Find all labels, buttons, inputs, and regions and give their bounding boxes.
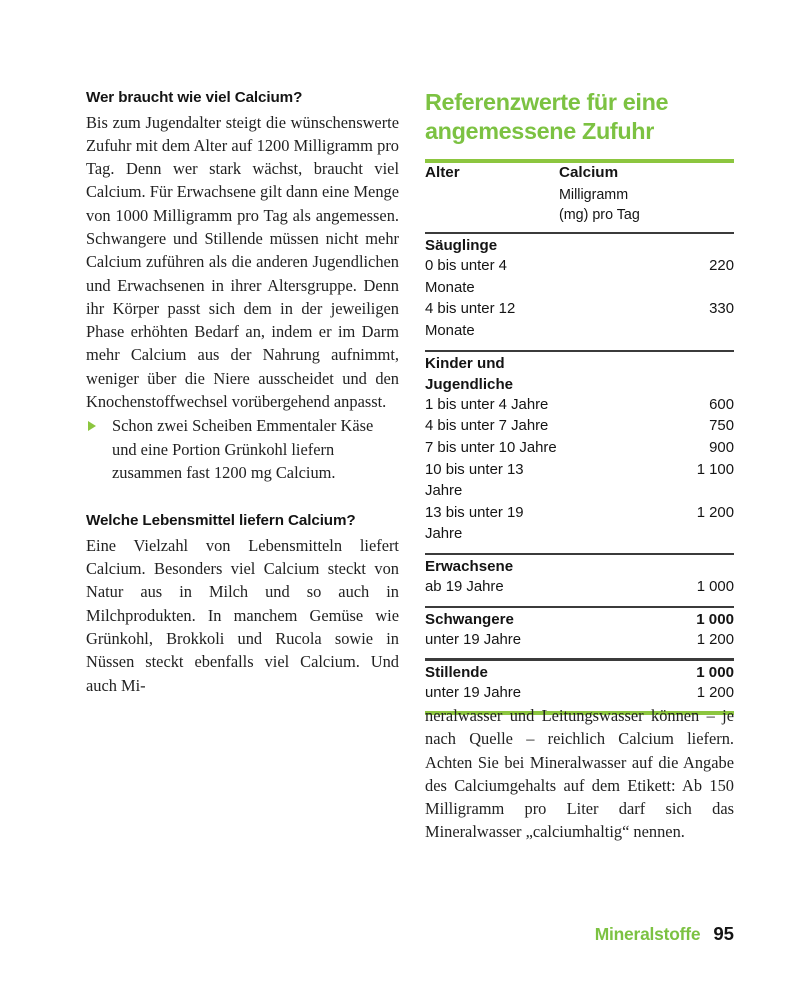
- table-cell-label: 13 bis unter 19 Jahre: [425, 504, 524, 543]
- table-cell-value: 1 100: [696, 461, 734, 478]
- body-paragraph-1: Bis zum Jugendalter steigt die wünschenswerte Zufuhr mit dem Alter auf 1200 Milligramm pro Tag. Denn wer stark wächst, braucht viel Calcium. Für Erwachsene gilt dann eine Menge von 1000 Milligramm pro Tag als angemessen. Schwangere und Stillende müssen nicht mehr Calcium zuführen als die anderen Jugendlichen und Erwachsenen in ihrer Altersgruppe. Denn ihr Körper passt sich dem in der jeweiligen Phase erhöhten Bedarf an, indem er im Darm mehr Calcium aus der Nahrung aufnimmt, weniger über die Niere ausscheidet und den Knochenstoffwechsel vorübergehend anpasst.: [86, 112, 399, 412]
- table-cell-value: 1 200: [696, 631, 734, 648]
- table-cell-label: 10 bis unter 13 Jahre: [425, 461, 524, 500]
- reference-values-table: [425, 163, 734, 704]
- table-row: [425, 460, 734, 503]
- table-cell-label: 0 bis unter 4 Monate: [425, 258, 507, 296]
- table-divider: [425, 225, 734, 235]
- table-cell-label: unter 19 Jahre: [425, 684, 522, 701]
- table-cell-value: 750: [709, 418, 734, 435]
- table-divider-line: [425, 232, 734, 234]
- table-cell-value: 1 200: [696, 504, 734, 521]
- table-cell-label: unter 19 Jahre: [425, 631, 522, 648]
- section-heading-calcium-需求: Wer braucht wie viel Calcium?: [86, 89, 303, 106]
- list-item-text: Schon zwei Scheiben Emmentaler Käse und eine Portion Grünkohl liefern zusammen fast 1200 mg Calcium.: [112, 416, 374, 482]
- list-item: [86, 414, 399, 484]
- triangle-bullet-icon: [88, 421, 96, 431]
- table-divider-cell: [425, 651, 734, 661]
- table-divider-line: [425, 553, 734, 555]
- table-group-label: Erwachsene: [425, 558, 514, 576]
- table-group-value: [559, 556, 734, 577]
- left-column: [86, 88, 399, 697]
- table-body: [425, 163, 734, 704]
- table-group-label: Säuglinge: [425, 237, 498, 255]
- page-footer: [595, 923, 734, 945]
- table-row: [425, 438, 734, 460]
- table-header-age-label: Alter: [425, 164, 460, 181]
- table-header-value-cell: [559, 163, 734, 225]
- body-paragraph-2: Eine Vielzahl von Lebensmitteln liefert Calcium. Besonders viel Calcium steckt von Natur aus in Milch und so auch in Milchprodukten. In manchem Gemüse wie Grünkohl, Brokkoli und Rucola sowie in Nüssen steckt ebenfalls viel Calcium. Und auch Mi-: [86, 535, 399, 695]
- reference-table-panel: [425, 88, 734, 715]
- table-group-value: [559, 353, 734, 395]
- table-group-value: 1 000: [696, 610, 734, 628]
- table-cell-label: 1 bis unter 4 Jahre: [425, 396, 549, 413]
- table-row: [425, 577, 734, 599]
- table-cell-label: 4 bis unter 7 Jahre: [425, 418, 549, 435]
- section-heading-lebensmittel: Welche Lebensmittel liefern Calcium?: [86, 512, 356, 530]
- table-group-row: [425, 609, 734, 630]
- table-cell-label: ab 19 Jahre: [425, 579, 504, 596]
- table-row: [425, 683, 734, 705]
- table-row: [425, 416, 734, 438]
- table-divider-line: [425, 658, 734, 660]
- table-divider: [425, 343, 734, 353]
- table-cell-value: 600: [709, 396, 734, 413]
- table-cell-label: 4 bis unter 12 Monate: [425, 301, 516, 339]
- table-row: [425, 256, 734, 299]
- table-divider-cell: [425, 343, 734, 353]
- table-divider: [425, 546, 734, 556]
- table-title: Referenzwerte für eine angemessene Zufuhr: [425, 89, 669, 144]
- table-group-value: 1 000: [696, 663, 734, 681]
- table-cell-value: 330: [709, 301, 734, 318]
- body-paragraph-continued: neralwasser und Leitungswasser können – je nach Quelle – reichlich Calcium liefern. Achten Sie bei Mineralwasser auf die Angabe des Calciumgehalts auf dem Etikett: Ab 150 Milligramm pro Liter darf sich das Mineralwasser „calciumhaltig“ nennen.: [425, 706, 734, 842]
- table-group-value: [559, 235, 734, 256]
- table-row: [425, 299, 734, 342]
- table-divider-line: [425, 606, 734, 608]
- page-number: 95: [713, 923, 734, 944]
- table-row: [425, 395, 734, 417]
- table-group-row: [425, 556, 734, 577]
- table-row: [425, 503, 734, 546]
- table-divider: [425, 651, 734, 661]
- table-cell-label: 7 bis unter 10 Jahre: [425, 439, 557, 456]
- table-group-row: [425, 235, 734, 256]
- table-header-row: [425, 163, 734, 225]
- footer-section-label: Mineralstoffe: [594, 924, 701, 944]
- right-column-text: [425, 704, 734, 844]
- table-header-age-cell: [425, 163, 559, 225]
- table-row: [425, 630, 734, 652]
- table-header-unit-line1: Milligramm: [559, 187, 629, 203]
- table-cell-value: 1 200: [696, 684, 734, 701]
- table-divider-line: [425, 350, 734, 352]
- table-cell-value: 1 000: [696, 579, 734, 596]
- table-header-value-label: Calcium: [559, 164, 619, 181]
- table-divider-cell: [425, 546, 734, 556]
- table-divider-cell: [425, 599, 734, 609]
- table-group-label: Stillende: [425, 663, 488, 681]
- table-group-row: [425, 662, 734, 683]
- table-group-label: Schwangere: [425, 610, 514, 628]
- table-cell-value: 900: [709, 439, 734, 456]
- table-header-unit-line2: (mg) pro Tag: [559, 206, 640, 223]
- table-group-row: [425, 353, 734, 395]
- table-divider: [425, 599, 734, 609]
- table-group-label: Kinder und Jugendliche: [425, 354, 514, 393]
- table-cell-value: 220: [709, 258, 734, 275]
- table-divider-cell: [425, 225, 734, 235]
